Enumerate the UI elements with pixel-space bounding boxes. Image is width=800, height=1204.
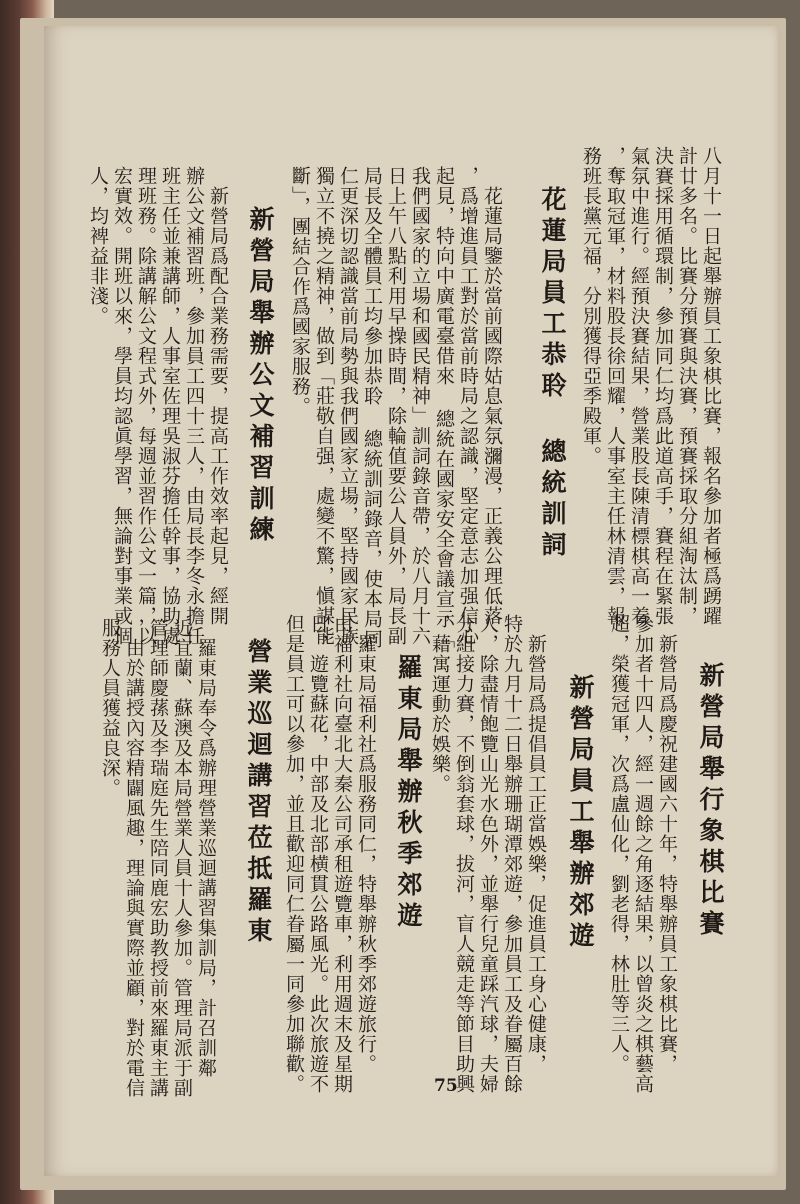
article-title-outing: 新營局員工舉辦郊遊 — [566, 674, 595, 953]
article-title-speech: 花蓮局員工恭聆 總統訓詞 — [538, 186, 567, 562]
text-column: 決賽採用循環制，參加同仁均爲此道高手，賽程在緊張 — [652, 146, 674, 626]
text-column: 斷」，團結合作爲國家服務。 — [289, 166, 311, 417]
text-column: 日，遊覽蘇花，中部及北部横貫公路風光。此次旅遊不 — [307, 614, 329, 1094]
text-column: ，藉寓運動於娛樂。 — [429, 614, 451, 794]
text-column: 參加者十四人，經一週餘之角逐結果，以曾炎之棋藝高 — [632, 614, 654, 1094]
text-column: 特於九月十二日舉辦珊瑚潭郊遊，參加員工及眷屬百餘 — [501, 614, 523, 1094]
text-column: 宏實效。開班以來，學員均認眞學習，無論對事業或個 — [111, 166, 133, 646]
text-column: 花蓮局鑒於當前國際姑息氣氛瀰漫，正義公理低落 — [481, 186, 503, 626]
text-column: 計廿多名。比賽分預賽與決賽，預賽採取分組淘汰制， — [676, 146, 698, 626]
text-column: 近宜蘭、蘇澳及本局營業人員十人參加。管理局派于副 — [171, 618, 193, 1098]
text-column: 理班務。除講解公文程式外，每週並習作公文一篇，以 — [135, 166, 157, 646]
article-title-chess: 新營局舉行象棋比賽 — [696, 662, 725, 941]
text-column: 新營局爲配合業務需要，提高工作效率起見，經開 — [207, 186, 229, 626]
text-column: 服務人員獲益良深。 — [99, 618, 121, 798]
text-column: 氣氛中進行。經預決賽結果，營業股長陳清標棋高一着 — [628, 146, 650, 626]
article-title-training: 新營局舉辦公文補習訓練 — [246, 206, 275, 547]
text-column: 獨立不撓之精神，做到「莊敬自强，處變不驚，愼謀能 — [313, 166, 335, 646]
text-column: 八月十一日起舉辦員工象棋比賽，報名參加者極爲踴躍 — [700, 146, 722, 626]
article-title-lecture: 營業巡迴講習莅抵羅東 — [244, 638, 273, 948]
text-column: 由福利社向臺北大秦公司承租遊覽車，利用週末及星期 — [331, 614, 353, 1094]
page-number: 75 — [434, 1076, 458, 1096]
text-column: 羅東局奉令爲辦理營業巡迴講習集訓局，計召訓鄰 — [195, 638, 217, 1078]
text-column: ，爲增進員工對於當前時局之認識，堅定意志加强信心 — [457, 166, 479, 646]
text-column: 人，均裨益非淺。 — [87, 166, 109, 326]
article-title-autumn-outing: 羅東局舉辦秋季郊遊 — [394, 654, 423, 933]
text-column: 仁更深切認識當前局勢與我們國家立場，堅持國家民族 — [337, 166, 359, 646]
book-page — [44, 26, 778, 1176]
text-column: 新營局爲提倡員工正當娛樂，促進員工身心健康， — [525, 634, 547, 1074]
text-column: 管理師慶蓀及李瑞庭先生陪同鹿宏助教授前來羅東主講 — [147, 618, 169, 1098]
text-column: 新營局爲慶祝建國六十年，特舉辦員工象棋比賽， — [656, 634, 678, 1074]
text-column: 日上午八點利用早操時間，除輪值要公人員外，局長副 — [385, 166, 407, 646]
text-column: ，由於講授內容精闢風趣，理論與實際並顧，對於電信 — [123, 618, 145, 1098]
text-column: 人，除盡情飽覽山光水色外，並舉行兒童踩汽球，夫婦 — [477, 614, 499, 1094]
text-column: 務班長黨元福，分別獲得亞季殿軍。 — [580, 146, 602, 466]
text-column: 辦公文補習班，參加員工四十三人，由局長李冬永擔任 — [183, 166, 205, 646]
text-column: 我們國家的立場和國民精神」訓詞錄音帶，於八月十六 — [409, 166, 431, 646]
text-column: 但是員工可以參加，並且歡迎同仁眷屬一同參加聯歡。 — [283, 614, 305, 1094]
text-column: ，奪取冠軍，材料股長徐回耀，人事室主任林清雲，報 — [604, 146, 626, 626]
text-column: 班主任並兼講師，人事室佐理吳淑芬擔任幹事，協助處 — [159, 166, 181, 646]
text-column: 羅東局福利社爲服務同仁，特舉辦秋季郊遊旅行。 — [355, 634, 377, 1074]
text-column: 超，榮獲冠軍，次爲盧仙化，劉老得，林肚等三人。 — [608, 614, 630, 1074]
text-column: 分組接力賽，不倒翁套球，拔河，盲人競走等節目助興 — [453, 614, 475, 1094]
text-column: 起見，特向中廣電臺借來 總統在國家安全會議宣示「 — [433, 166, 455, 649]
text-column: 局長及全體員工均參加恭聆 總統訓詞錄音，使本局同 — [361, 166, 383, 649]
